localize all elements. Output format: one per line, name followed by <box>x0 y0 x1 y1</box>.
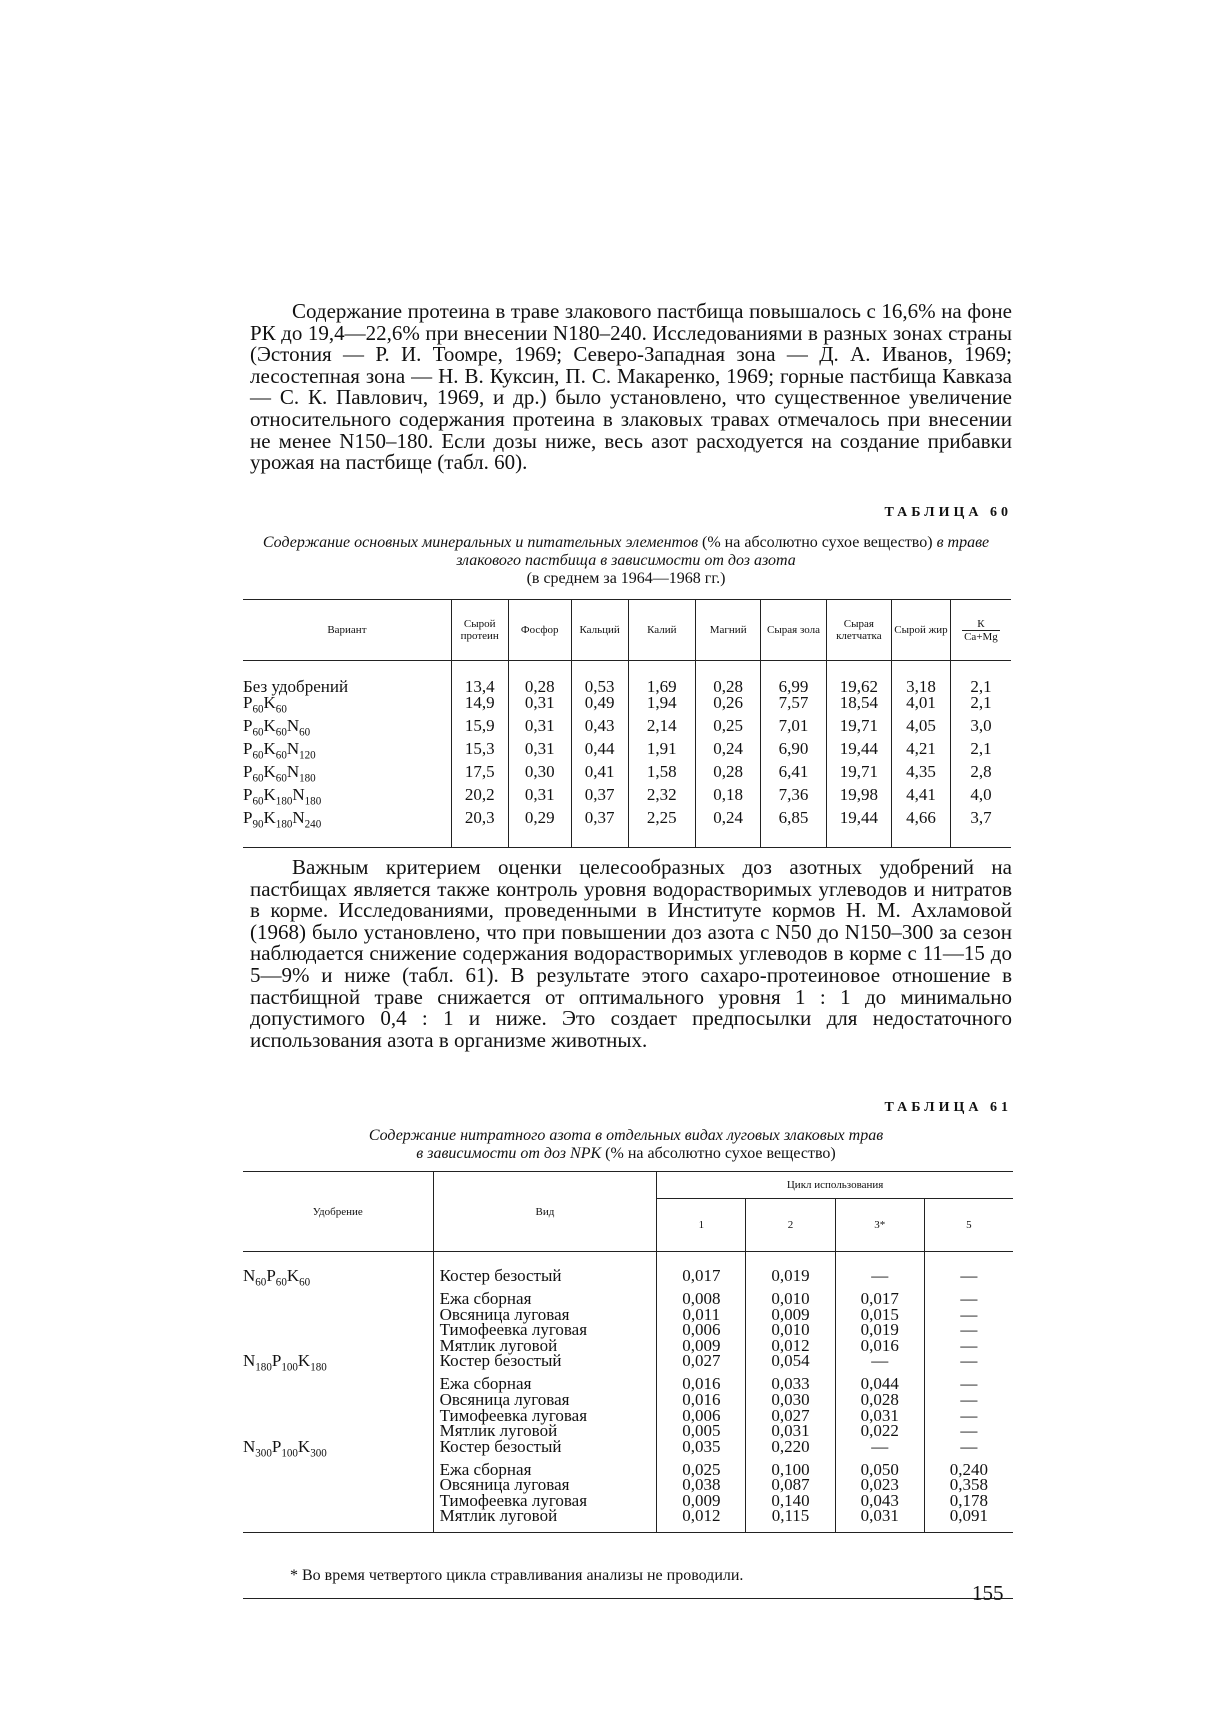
col-species-header: Вид <box>433 1172 657 1252</box>
cell-species: Костер безостый <box>433 1439 657 1462</box>
cell-cycle-2: 0,220 <box>746 1439 835 1462</box>
cell-fertilizer <box>243 1376 433 1392</box>
cell-potassium: 2,14 <box>628 718 695 741</box>
cell-ash: 6,85 <box>761 810 826 847</box>
cell-fertilizer: $N_{180}P_{100}K_{180}$ <box>243 1351 327 1374</box>
cell-magnesium: 0,28 <box>696 764 761 787</box>
cell-cycle-1: 0,012 <box>657 1508 746 1532</box>
table-60-row <box>243 810 1011 847</box>
cell-species: Тимофеевка луговая <box>433 1408 657 1424</box>
cell-cycle-5: — <box>924 1353 1013 1376</box>
cell-fertilizer: $N_{300}P_{100}K_{300}$ <box>243 1436 327 1460</box>
cell-cycle-2: 0,027 <box>746 1408 835 1424</box>
cell-fertilizer <box>243 1307 433 1323</box>
cell-cycle-3: 0,017 <box>835 1291 924 1307</box>
col-cycle-3-header: 3* <box>835 1199 924 1252</box>
cell-phosphorus: 0,31 <box>508 787 571 810</box>
cell-phosphorus: 0,29 <box>508 810 571 847</box>
bottom-rule <box>243 1598 1013 1599</box>
cell-cycle-5: 0,240 <box>924 1462 1013 1478</box>
cell-fertilizer: $N_{60}P_{60}K_{60}$ <box>243 1266 311 1289</box>
cell-species: Ежа сборная <box>433 1462 657 1478</box>
cell-cycle-5: — <box>924 1392 1013 1408</box>
cell-species: Ежа сборная <box>433 1376 657 1392</box>
ratio-numerator: К <box>962 618 1000 631</box>
cell-fiber: 19,44 <box>826 810 891 847</box>
table-61-row <box>243 1439 1013 1462</box>
cell-potassium: 2,32 <box>628 787 695 810</box>
cell-fertilizer <box>243 1291 433 1307</box>
cell-calcium: 0,41 <box>571 764 628 787</box>
cell-species: Тимофеевка луговая <box>433 1322 657 1338</box>
table-60-row <box>243 718 1011 741</box>
col-magnesium-header: Магний <box>696 600 761 661</box>
cell-ash: 6,41 <box>761 764 826 787</box>
cell-fat: 4,41 <box>892 787 951 810</box>
cell-potassium: 1,69 <box>628 661 695 695</box>
col-fat-header: Сырой жир <box>892 600 951 661</box>
cell-fat: 4,35 <box>892 764 951 787</box>
cell-protein: 17,5 <box>451 764 508 787</box>
table-61-row <box>243 1338 1013 1354</box>
cell-phosphorus: 0,31 <box>508 718 571 741</box>
cell-cycle-3: 0,019 <box>835 1322 924 1338</box>
table-61-caption <box>240 1127 1012 1163</box>
cell-protein: 15,3 <box>451 741 508 764</box>
cell-fertilizer <box>243 1408 433 1424</box>
col-cycle-1-header: 1 <box>657 1199 746 1252</box>
cell-cycle-2: 0,140 <box>746 1493 835 1509</box>
cell-cycle-2: 0,010 <box>746 1291 835 1307</box>
cell-cycle-1: 0,005 <box>657 1423 746 1439</box>
table-61-caption-units: (% на абсолютно сухое вещество) <box>605 1145 836 1162</box>
cell-cycle-5: 0,178 <box>924 1493 1013 1509</box>
col-cycle-2-header: 2 <box>746 1199 835 1252</box>
cell-variant: $P_{60}K_{60}N_{60}$ <box>243 715 311 738</box>
cell-species: Овсяница луговая <box>433 1477 657 1493</box>
cell-cycle-3: 0,015 <box>835 1307 924 1323</box>
table-60-caption <box>240 534 1012 588</box>
cell-cycle-2: 0,009 <box>746 1307 835 1323</box>
cell-cycle-1: 0,035 <box>657 1439 746 1462</box>
table-60-header-row <box>243 600 1011 661</box>
table-60 <box>243 599 1011 848</box>
col-calcium-header: Кальций <box>571 600 628 661</box>
table-61-header-row-1 <box>243 1172 1013 1199</box>
table-60-row <box>243 695 1011 718</box>
cell-potassium: 2,25 <box>628 810 695 847</box>
cell-calcium: 0,44 <box>571 741 628 764</box>
cell-cycle-5: — <box>924 1423 1013 1439</box>
cell-cycle-3: 0,028 <box>835 1392 924 1408</box>
cell-cycle-3: — <box>835 1353 924 1376</box>
cell-cycle-1: 0,009 <box>657 1493 746 1509</box>
col-variant-header: Вариант <box>243 600 451 661</box>
cell-fertilizer <box>243 1508 433 1532</box>
table-60-row <box>243 787 1011 810</box>
col-ratio-header <box>950 600 1011 661</box>
cell-cycle-5: — <box>924 1338 1013 1354</box>
table-61-footnote: * Во время четвертого цикла стравливания анализы не проводили. <box>290 1567 744 1584</box>
cell-cycle-3: 0,043 <box>835 1493 924 1509</box>
cell-cycle-2: 0,030 <box>746 1392 835 1408</box>
cell-cycle-3: 0,031 <box>835 1508 924 1532</box>
cell-calcium: 0,43 <box>571 718 628 741</box>
cell-cycle-5: 0,091 <box>924 1508 1013 1532</box>
cell-cycle-3: 0,050 <box>835 1462 924 1478</box>
cell-potassium: 1,94 <box>628 695 695 718</box>
cell-fat: 4,21 <box>892 741 951 764</box>
cell-magnesium: 0,28 <box>696 661 761 695</box>
cell-fertilizer <box>243 1322 433 1338</box>
cell-ash: 7,01 <box>761 718 826 741</box>
cell-cycle-3: 0,023 <box>835 1477 924 1493</box>
ratio-fraction <box>962 618 1000 643</box>
cell-variant: Без удобрений <box>243 677 349 696</box>
cell-potassium: 1,58 <box>628 764 695 787</box>
col-cycle-group-header: Цикл использования <box>657 1172 1013 1199</box>
table-60-label: ТАБЛИЦА 60 <box>884 505 1012 520</box>
table-60-caption-units: (% на абсолютно сухое вещество) <box>702 534 933 551</box>
cell-cycle-1: 0,038 <box>657 1477 746 1493</box>
cell-fiber: 19,44 <box>826 741 891 764</box>
cell-protein: 13,4 <box>451 661 508 695</box>
cell-cycle-5: — <box>924 1291 1013 1307</box>
table-60-caption-period: (в среднем за 1964—1968 гг.) <box>526 570 726 587</box>
cell-ratio: 2,8 <box>950 764 1011 787</box>
cell-cycle-3: — <box>835 1439 924 1462</box>
cell-cycle-1: 0,011 <box>657 1307 746 1323</box>
second-paragraph: Важным критерием оценки целесообразных доз азотных удобрений на пастбищах является также контроль уровня водорастворимых углеводов и нитратов в корме. Исследованиями, проведенными в Институте кормов Н. М. Ахламовой (1968) было установлено, что при повышении доз азота с N50 до N150–300 за сезон наблюдается снижение содержания водорастворимых углеводов в корме с 11—15 до 5—9% и ниже (табл. 61). В результате этого сахаро-протеиновое отношение в пастбищной траве снижается от оптимального уровня 1 : 1 до минимально допустимого 0,4 : 1 и ниже. Это создает предпосылки для недостаточного использования азота в организме животных. <box>250 855 1012 1052</box>
page-number: 155 <box>972 1581 1004 1605</box>
cell-phosphorus: 0,28 <box>508 661 571 695</box>
cell-ratio: 2,1 <box>950 661 1011 695</box>
col-fiber-header: Сырая клетчатка <box>826 600 891 661</box>
cell-species: Костер безостый <box>433 1353 657 1376</box>
cell-calcium: 0,49 <box>571 695 628 718</box>
cell-cycle-5: — <box>924 1322 1013 1338</box>
cell-fat: 4,01 <box>892 695 951 718</box>
cell-cycle-2: 0,010 <box>746 1322 835 1338</box>
cell-cycle-2: 0,115 <box>746 1508 835 1532</box>
cell-cycle-2: 0,033 <box>746 1376 835 1392</box>
table-60-caption-subject: в траве злакового пастбища в зависимости от доз азота <box>456 534 990 569</box>
cell-cycle-2: 0,019 <box>746 1252 835 1291</box>
cell-cycle-2: 0,054 <box>746 1353 835 1376</box>
col-potassium-header: Калий <box>628 600 695 661</box>
table-61-row <box>243 1423 1013 1439</box>
table-61-label: ТАБЛИЦА 61 <box>884 1100 1012 1115</box>
cell-species: Тимофеевка луговая <box>433 1493 657 1509</box>
cell-variant: $P_{60}K_{180}N_{180}$ <box>243 784 322 807</box>
table-61-row <box>243 1353 1013 1376</box>
cell-potassium: 1,91 <box>628 741 695 764</box>
cell-fiber: 19,71 <box>826 764 891 787</box>
cell-cycle-1: 0,025 <box>657 1462 746 1478</box>
table-61-row <box>243 1508 1013 1532</box>
cell-cycle-3: 0,031 <box>835 1408 924 1424</box>
cell-cycle-5: — <box>924 1408 1013 1424</box>
table-61 <box>243 1171 1013 1533</box>
col-fertilizer-header: Удобрение <box>243 1172 433 1252</box>
cell-cycle-2: 0,012 <box>746 1338 835 1354</box>
table-61-caption-subject: в зависимости от доз NPK <box>416 1145 602 1162</box>
cell-cycle-1: 0,009 <box>657 1338 746 1354</box>
cell-fertilizer <box>243 1392 433 1408</box>
col-phosphorus-header: Фосфор <box>508 600 571 661</box>
cell-phosphorus: 0,31 <box>508 695 571 718</box>
cell-cycle-1: 0,006 <box>657 1408 746 1424</box>
cell-species: Костер безостый <box>433 1252 657 1291</box>
cell-ratio: 2,1 <box>950 695 1011 718</box>
cell-protein: 20,2 <box>451 787 508 810</box>
cell-cycle-2: 0,031 <box>746 1423 835 1439</box>
cell-cycle-3: 0,044 <box>835 1376 924 1392</box>
cell-calcium: 0,37 <box>571 810 628 847</box>
table-60-caption-title: Содержание основных минеральных и питательных элементов <box>262 534 699 551</box>
cell-cycle-2: 0,100 <box>746 1462 835 1478</box>
cell-cycle-5: 0,358 <box>924 1477 1013 1493</box>
cell-variant: $P_{60}K_{60}$ <box>243 692 287 715</box>
col-cycle-5-header: 5 <box>924 1199 1013 1252</box>
cell-fiber: 18,54 <box>826 695 891 718</box>
cell-species: Овсяница луговая <box>433 1307 657 1323</box>
cell-protein: 14,9 <box>451 695 508 718</box>
ratio-denominator: Ca+Mg <box>964 630 998 643</box>
cell-cycle-1: 0,017 <box>657 1252 746 1291</box>
cell-fertilizer <box>243 1462 433 1478</box>
cell-variant: $P_{60}K_{60}N_{180}$ <box>243 761 316 784</box>
cell-cycle-1: 0,016 <box>657 1376 746 1392</box>
cell-ratio: 3,7 <box>950 810 1011 847</box>
cell-species: Мятлик луговой <box>433 1423 657 1439</box>
cell-magnesium: 0,24 <box>696 741 761 764</box>
cell-fiber: 19,98 <box>826 787 891 810</box>
cell-species: Мятлик луговой <box>433 1338 657 1354</box>
cell-cycle-3: 0,022 <box>835 1423 924 1439</box>
cell-ratio: 4,0 <box>950 787 1011 810</box>
cell-protein: 15,9 <box>451 718 508 741</box>
cell-variant: $P_{90}K_{180}N_{240}$ <box>243 807 322 830</box>
cell-species: Овсяница луговая <box>433 1392 657 1408</box>
cell-phosphorus: 0,31 <box>508 741 571 764</box>
cell-fat: 4,05 <box>892 718 951 741</box>
col-ash-header: Сырая зола <box>761 600 826 661</box>
cell-ratio: 3,0 <box>950 718 1011 741</box>
col-protein-header: Сырой протеин <box>451 600 508 661</box>
intro-paragraph: Содержание протеина в траве злакового пастбища повышалось с 16,6% на фоне РК до 19,4—22,6% при внесении N180–240. Исследованиями в разных зонах страны (Эстония — Р. И. Тоомре, 1969; Северо-Западная зона — Д. А. Иванов, 1969; лесостепная зона — Н. В. Куксин, П. С. Макаренко, 1969; горные пастбища Кавказа — С. К. Павлович, 1969, и др.) было установлено, что существенное увеличение относительного содержания протеина в злаковых травах отмечалось при внесении не менее N150–180. Если дозы ниже, весь азот расходуется на создание прибавки урожая на пастбище (табл. 60). <box>250 299 1012 475</box>
cell-calcium: 0,37 <box>571 787 628 810</box>
cell-fiber: 19,71 <box>826 718 891 741</box>
table-60-row <box>243 741 1011 764</box>
table-60-row <box>243 661 1011 695</box>
cell-variant: $P_{60}K_{60}N_{120}$ <box>243 738 316 761</box>
cell-ash: 6,90 <box>761 741 826 764</box>
cell-cycle-5: — <box>924 1252 1013 1291</box>
cell-cycle-5: — <box>924 1307 1013 1323</box>
cell-cycle-5: — <box>924 1439 1013 1462</box>
cell-cycle-1: 0,027 <box>657 1353 746 1376</box>
table-60-row <box>243 764 1011 787</box>
cell-species: Ежа сборная <box>433 1291 657 1307</box>
cell-cycle-1: 0,008 <box>657 1291 746 1307</box>
cell-fat: 4,66 <box>892 810 951 847</box>
cell-cycle-3: — <box>835 1252 924 1291</box>
cell-fiber: 19,62 <box>826 661 891 695</box>
cell-cycle-2: 0,087 <box>746 1477 835 1493</box>
cell-cycle-1: 0,006 <box>657 1322 746 1338</box>
cell-ash: 6,99 <box>761 661 826 695</box>
cell-fat: 3,18 <box>892 661 951 695</box>
cell-fertilizer <box>243 1493 433 1509</box>
table-61-row <box>243 1252 1013 1291</box>
cell-magnesium: 0,18 <box>696 787 761 810</box>
cell-protein: 20,3 <box>451 810 508 847</box>
cell-ash: 7,57 <box>761 695 826 718</box>
cell-magnesium: 0,25 <box>696 718 761 741</box>
cell-fertilizer <box>243 1477 433 1493</box>
cell-phosphorus: 0,30 <box>508 764 571 787</box>
table-61-caption-title: Содержание нитратного азота в отдельных видах луговых злаковых трав <box>368 1127 884 1144</box>
cell-cycle-5: — <box>924 1376 1013 1392</box>
cell-ash: 7,36 <box>761 787 826 810</box>
cell-species: Мятлик луговой <box>433 1508 657 1532</box>
cell-magnesium: 0,24 <box>696 810 761 847</box>
cell-cycle-3: 0,016 <box>835 1338 924 1354</box>
cell-calcium: 0,53 <box>571 661 628 695</box>
cell-cycle-1: 0,016 <box>657 1392 746 1408</box>
cell-ratio: 2,1 <box>950 741 1011 764</box>
cell-magnesium: 0,26 <box>696 695 761 718</box>
